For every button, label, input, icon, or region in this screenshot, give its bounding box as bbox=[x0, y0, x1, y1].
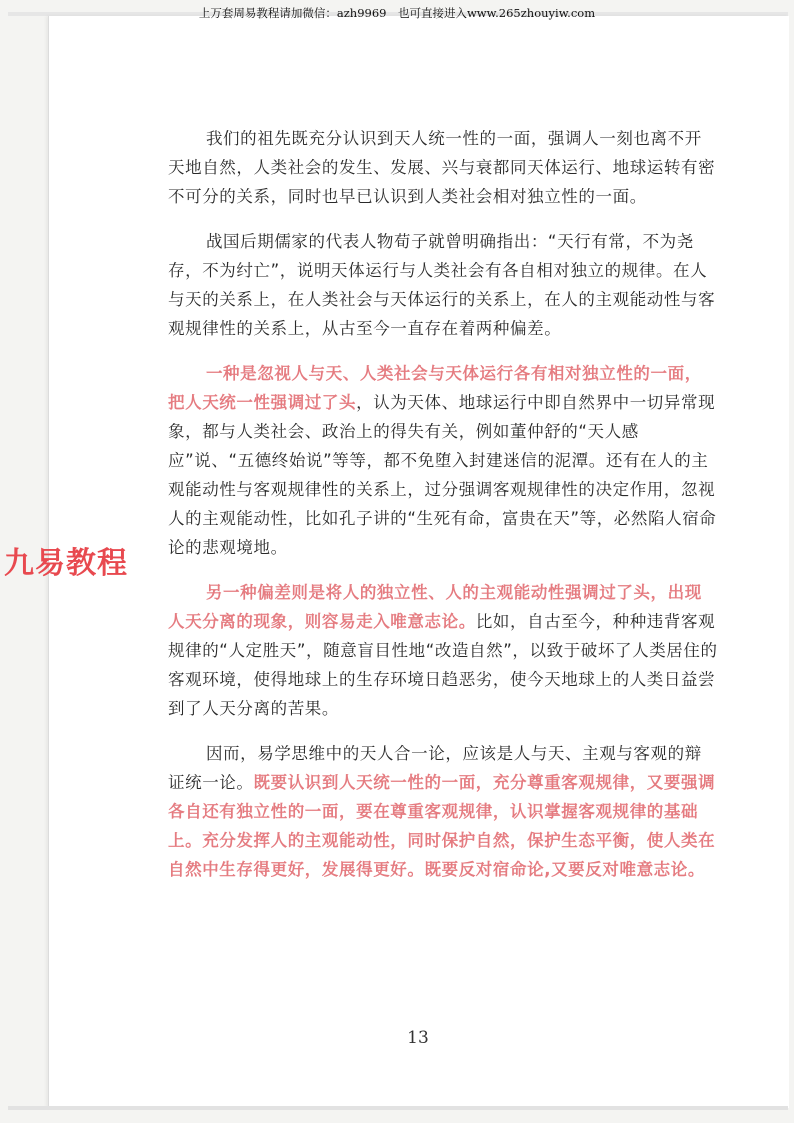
paragraph-2 bbox=[168, 227, 718, 343]
watermark-logo: 九易教程 bbox=[4, 546, 128, 581]
paragraph-4 bbox=[168, 578, 718, 723]
page-content bbox=[168, 124, 718, 900]
page-number: 13 bbox=[407, 1028, 429, 1048]
paragraph-text: 比如，自古至今，种种违背客观规律的“人定胜天”，随意盲目性地“改造自然”，以致于破坏了人类居住的客观环境，使得地球上的生存环境日趋恶劣，使今天地球上的人类日益尝到了人天分离的苦果。 bbox=[168, 612, 718, 718]
paragraph-highlight-tail: 既要认识到人天统一性的一面，充分尊重客观规律，又要强调各自还有独立性的一面，要在尊重客观规律，认识掌握客观规律的基础上。充分发挥人的主观能动性，同时保护自然，保护生态平衡，使人类在自然中生存得更好，发展得更好。既要反对宿命论,又要反对唯意志论。 bbox=[168, 773, 716, 879]
paragraph-text: 我们的祖先既充分认识到天人统一性的一面，强调人一刻也离不开天地自然，人类社会的发生、发展、兴与衰都同天体运行、地球运转有密不可分的关系，同时也早已认识到人类社会相对独立性的一面。 bbox=[168, 129, 716, 206]
paragraph-text: ，认为天体、地球运行中即自然界中一切异常现象，都与人类社会、政治上的得失有关，例如董仲舒的“天人感应”说、“五德终始说”等等，都不免堕入封建迷信的泥潭。还有在人的主观能动性与客观规律性的关系上，过分强调客观规律性的决定作用，忽视人的主观能动性，比如孔子讲的“生死有命，富贵在天”等，必然陷人宿命论的悲观境地。 bbox=[168, 393, 717, 557]
paragraph-highlight: 另一种偏差则是将人的独立性、人的主观能动性强调过了头，出现人天分离的现象，则容易走入唯意志论。 bbox=[168, 583, 702, 631]
paragraph-1 bbox=[168, 124, 718, 211]
paragraph-text: 因而，易学思维中的天人合一论，应该是人与天、主观与客观的辩证统一论。 bbox=[168, 744, 702, 792]
paragraph-3 bbox=[168, 359, 718, 562]
scan-bottom-edge bbox=[8, 1106, 788, 1110]
paragraph-text: 战国后期儒家的代表人物荀子就曾明确指出：“天行有常，不为尧存，不为纣亡”，说明天体运行与人类社会有各自相对独立的规律。在人与天的关系上，在人类社会与天体运行的关系上，在人的主观能动性与客观规律性的关系上，从古至今一直存在着两种偏差。 bbox=[168, 232, 716, 338]
paragraph-highlight: 一种是忽视人与天、人类社会与天体运行各有相对独立性的一面，把人天统一性强调过了头 bbox=[168, 364, 702, 412]
header-banner: 上万套周易教程请加微信：azh9969 也可直接进入www.265zhouyiw.com bbox=[198, 6, 596, 20]
paragraph-5 bbox=[168, 739, 718, 884]
